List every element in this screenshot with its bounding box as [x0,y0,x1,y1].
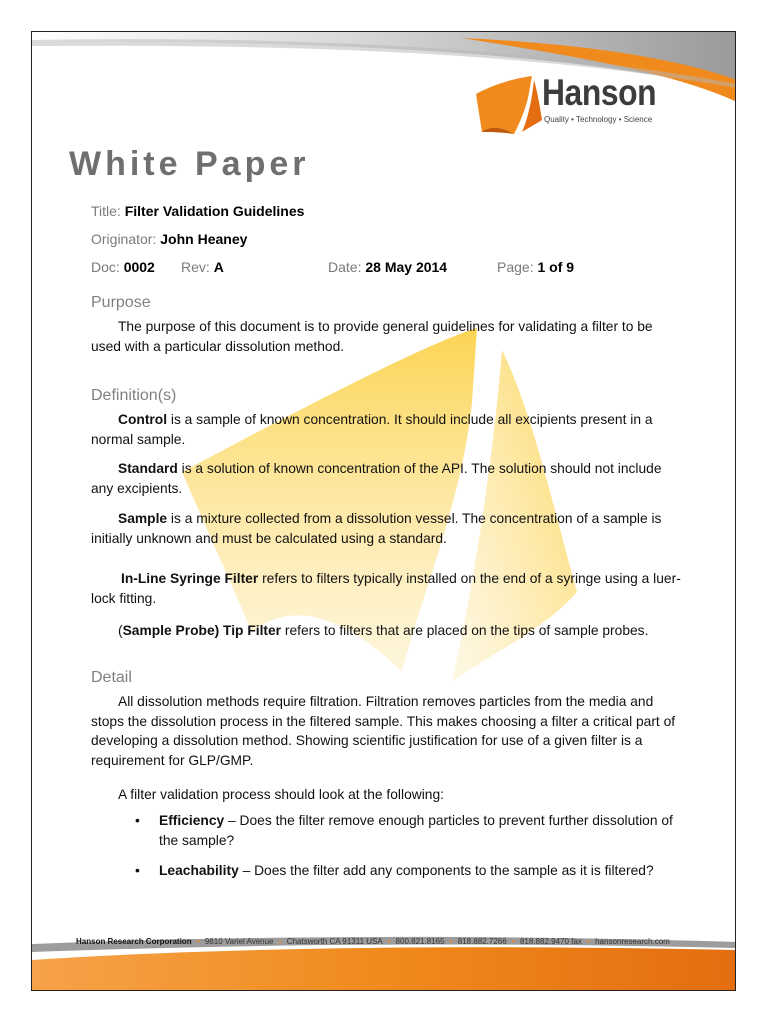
definition-text: refers to filters that are placed on the tips of sample probes. [281,623,649,638]
meta-originator-row [91,231,247,247]
document-type-heading: White Paper [69,145,310,183]
definition-term: Sample Probe) Tip Filter [122,623,282,638]
originator-value: John Heaney [160,231,248,247]
definition-control [91,410,681,449]
bullet-efficiency [159,811,679,850]
detail-paragraph-1 [91,692,681,770]
definition-prefix: ( [118,623,123,638]
footer-website: hansonresearch.com [595,937,670,946]
bullet-leachability [159,861,679,881]
definition-inline-syringe-filter [91,569,681,608]
title-label: Title: [91,203,121,219]
date-value: 28 May 2014 [365,259,448,275]
doc-label: Doc: [91,259,120,275]
footer-phone: 818.882.7266 [457,937,507,946]
footer-city: Chatsworth CA 91311 USA [286,937,383,946]
footer-phone-tollfree: 800.821.8165 [395,937,445,946]
detail-text-1: All dissolution methods require filtration. Filtration removes particles from the media and stops the dissolution process in the filtered sample. This makes choosing a filter a critical part of developing a dissolution method. Showing scientific justification for use of a given filter is a requirement for GLP/GMP. [91,694,676,768]
bullet-icon: • [135,812,140,828]
footer-separator: • [449,937,453,946]
definition-text: is a mixture collected from a dissolution vessel. The concentration of a sample is initially unknown and must be calculated using a standard. [91,511,662,546]
bullet-term: Leachability [159,863,239,878]
meta-date [328,259,447,275]
date-label: Date: [328,259,362,275]
title-value: Filter Validation Guidelines [124,203,305,219]
footer-separator: • [587,937,590,946]
detail-paragraph-2 [91,785,681,805]
meta-page [497,259,574,275]
footer-separator: • [387,937,391,946]
logo-tagline: Quality • Technology • Science [544,115,653,124]
meta-doc [91,259,155,275]
definition-text: is a sample of known concentration. It should include all excipients present in a normal sample. [91,412,653,447]
hanson-logo-icon [472,74,544,136]
definition-term: In-Line Syringe Filter [121,571,259,586]
logo-wordmark: Hanson [542,72,657,113]
bullet-text: – Does the filter remove enough particles to prevent further dissolution of the sample? [159,813,673,848]
definition-sample [91,509,681,548]
bottom-swoosh-orange [32,947,736,991]
page-footer [76,937,716,946]
document-page [31,31,736,991]
meta-title-row [91,203,304,219]
purpose-text: The purpose of this document is to provide general guidelines for validating a filter to be used with a particular dissolution method. [91,319,653,354]
definitions-heading: Definition(s) [91,387,177,404]
originator-label: Originator: [91,231,157,247]
definition-standard [91,459,681,498]
definition-text: refers to filters typically installed on the end of a syringe using a luer-lock fitting. [91,571,681,606]
rev-label: Rev: [181,259,210,275]
footer-separator: • [196,937,200,946]
definition-term: Sample [118,511,168,526]
detail-heading: Detail [91,669,132,686]
purpose-paragraph [91,317,681,356]
page-value: 1 of 9 [537,259,575,275]
definition-term: Control [118,412,168,427]
meta-rev [181,259,224,275]
footer-separator: • [511,937,515,946]
detail-text-2: A filter validation process should look at the following: [118,787,444,802]
purpose-heading: Purpose [91,294,151,311]
footer-address: 9810 Variel Avenue [204,937,274,946]
footer-company: Hanson Research Corporation [76,937,192,946]
bullet-text: – Does the filter add any components to the sample as it is filtered? [238,863,654,878]
bullet-icon: • [135,862,140,878]
definition-tip-filter [91,621,681,641]
footer-fax: 818.882.9470 fax [519,937,582,946]
definition-term: Standard [118,461,178,476]
rev-value: A [213,259,224,275]
definition-text: is a solution of known concentration of the API. The solution should not include any excipients. [91,461,662,496]
footer-separator: • [278,937,282,946]
bullet-term: Efficiency [159,813,225,828]
page-label: Page: [497,259,534,275]
doc-value: 0002 [123,259,155,275]
